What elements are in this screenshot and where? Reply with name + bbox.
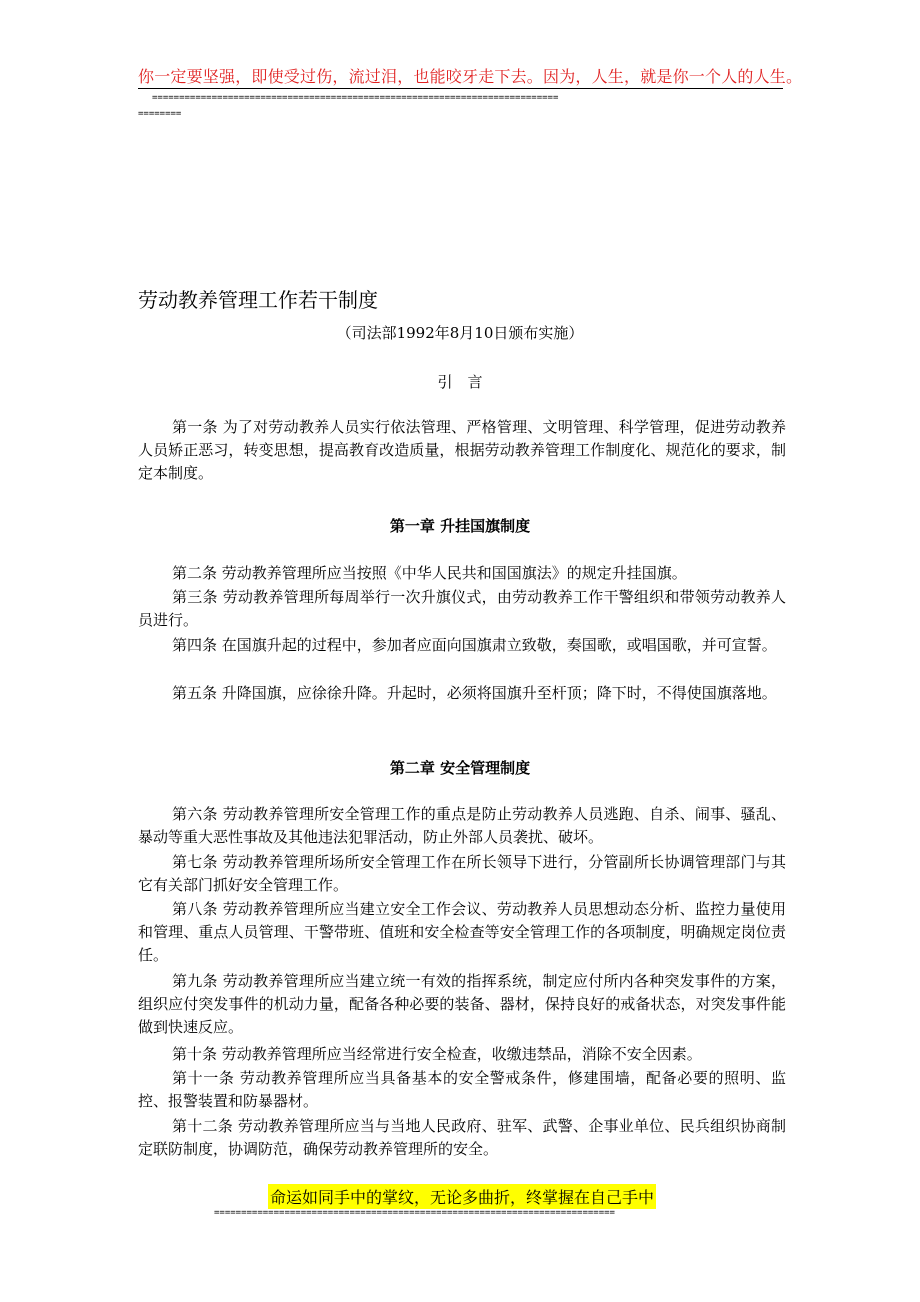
article-8: 第八条 劳动教养管理所应当建立安全工作会议、劳动教养人员思想动态分析、监控力量使用和管理、重点人员管理、干警带班、值班和安全检查等安全管理工作的各项制度，明确规定岗位责任。 [138,900,786,964]
article-1: 第一条 为了对劳动教养人员实行依法管理、严格管理、文明管理、科学管理，促进劳动教养人员矫正恶习，转变思想，提高教育改造质量，根据劳动教养管理工作制度化、规范化的要求，制定本制度。 [138,418,786,482]
article-2: 第二条 劳动教养管理所应当按照《中华人民共和国国旗法》的规定升挂国旗。 [172,564,687,582]
article-10: 第十条 劳动教养管理所应当经常进行安全检查，收缴违禁品，消除不安全因素。 [172,1045,702,1063]
document-title: 劳动教养管理工作若干制度 [138,288,378,312]
section-heading-chapter-1: 第一章 升挂国旗制度 [389,517,531,535]
article-5: 第五条 升降国旗，应徐徐升降。升起时，必须将国旗升至杆顶；降下时，不得使国旗落地。 [172,684,777,702]
article-4: 第四条 在国旗升起的过程中，参加者应面向国旗肃立致敬，奏国歌，或唱国歌，并可宣誓。 [172,636,777,654]
article-3: 第三条 劳动教养管理所每周举行一次升旗仪式，由劳动教养工作干警组织和带领劳动教养人员进行。 [138,588,786,629]
header-quote: 你一定要坚强，即使受过伤，流过泪，也能咬牙走下去。因为，人生，就是你一个人的人生。 [138,67,803,86]
article-9: 第九条 劳动教养管理所应当建立统一有效的指挥系统，制定应付所内各种突发事件的方案，组织应付突发事件的机动力量，配备各种必要的装备、器材，保持良好的戒备状态，对突发事件能做到快速反应。 [138,972,786,1036]
article-11: 第十一条 劳动教养管理所应当具备基本的安全警戒条件，修建围墙，配备必要的照明、监控、报警装置和防暴器材。 [138,1069,786,1110]
header-separator-line2: ======== [138,109,182,119]
footer-quote: 命运如同手中的掌纹，无论多曲折，终掌握在自己手中 [268,1184,656,1209]
section-heading-introduction: 引 言 [437,373,483,391]
document-subtitle: （司法部1992年8月10日颁布实施） [336,324,584,342]
article-12: 第十二条 劳动教养管理所应当与当地人民政府、驻军、武警、企事业单位、民兵组织协商制定联防制度，协调防范，确保劳动教养管理所的安全。 [138,1117,786,1158]
header-rule [138,88,783,89]
article-6: 第六条 劳动教养管理所安全管理工作的重点是防止劳动教养人员逃跑、自杀、闹事、骚乱、暴动等重大恶性事故及其他违法犯罪活动，防止外部人员袭扰、破坏。 [138,805,786,846]
footer-separator-line: ========================================================================== [214,1208,615,1218]
article-7: 第七条 劳动教养管理所场所安全管理工作在所长领导下进行，分管副所长协调管理部门与其它有关部门抓好安全管理工作。 [138,853,786,894]
header-separator-line1: =========================================================================== [152,93,559,103]
section-heading-chapter-2: 第二章 安全管理制度 [389,759,531,777]
